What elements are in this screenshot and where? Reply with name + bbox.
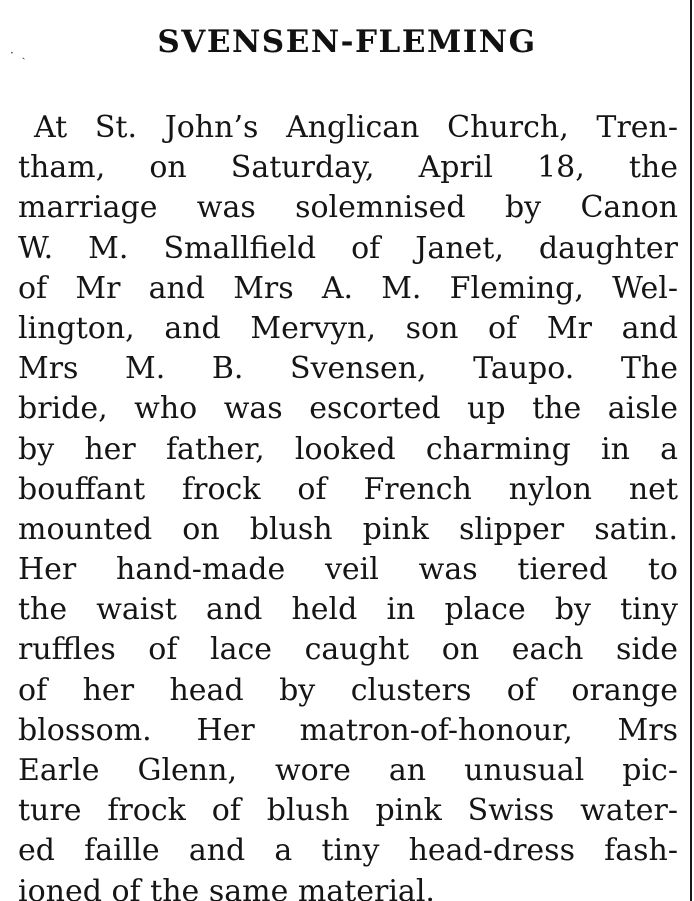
article-line: ioned of the same material.: [18, 873, 435, 901]
article-line: At St. John’s Anglican Church, Tren-: [34, 110, 678, 145]
article-line: ed faille and a tiny head-dress fash-: [18, 833, 678, 869]
article-line: of her head by clusters of orange: [18, 672, 678, 708]
article-line: ruffles of lace caught on each side: [18, 632, 678, 668]
article-line: mounted on blush pink slipper satin.: [18, 511, 678, 547]
article-line: Earle Glenn, wore an unusual pic-: [18, 753, 678, 788]
article-line: bouffant frock of French nylon net: [18, 471, 678, 507]
article-line: marriage was solemnised by Canon: [18, 190, 678, 226]
article-line: Mrs M. B. Svensen, Taupo. The: [18, 351, 678, 387]
article-line: W. M. Smallfield of Janet, daughter: [18, 230, 678, 266]
article-line: ture frock of blush pink Swiss water-: [18, 793, 678, 829]
article-line: blossom. Her matron-of-honour, Mrs: [18, 712, 678, 748]
article-line: bride, who was escorted up the aisle: [18, 391, 678, 427]
article-body: [18, 108, 678, 901]
article-line: of Mr and Mrs A. M. Fleming, Wel-: [18, 270, 678, 306]
article-line: the waist and held in place by tiny: [18, 592, 678, 628]
column-rule: [690, 0, 692, 901]
article-line: by her father, looked charming in a: [18, 431, 678, 467]
print-specks: · ˏ: [10, 46, 28, 60]
article-line: lington, and Mervyn, son of Mr and: [18, 310, 678, 346]
article-line: tham, on Saturday, April 18, the: [18, 150, 678, 186]
article-line: Her hand-made veil was tiered to: [18, 552, 678, 588]
headline: SVENSEN-FLEMING: [157, 24, 537, 60]
